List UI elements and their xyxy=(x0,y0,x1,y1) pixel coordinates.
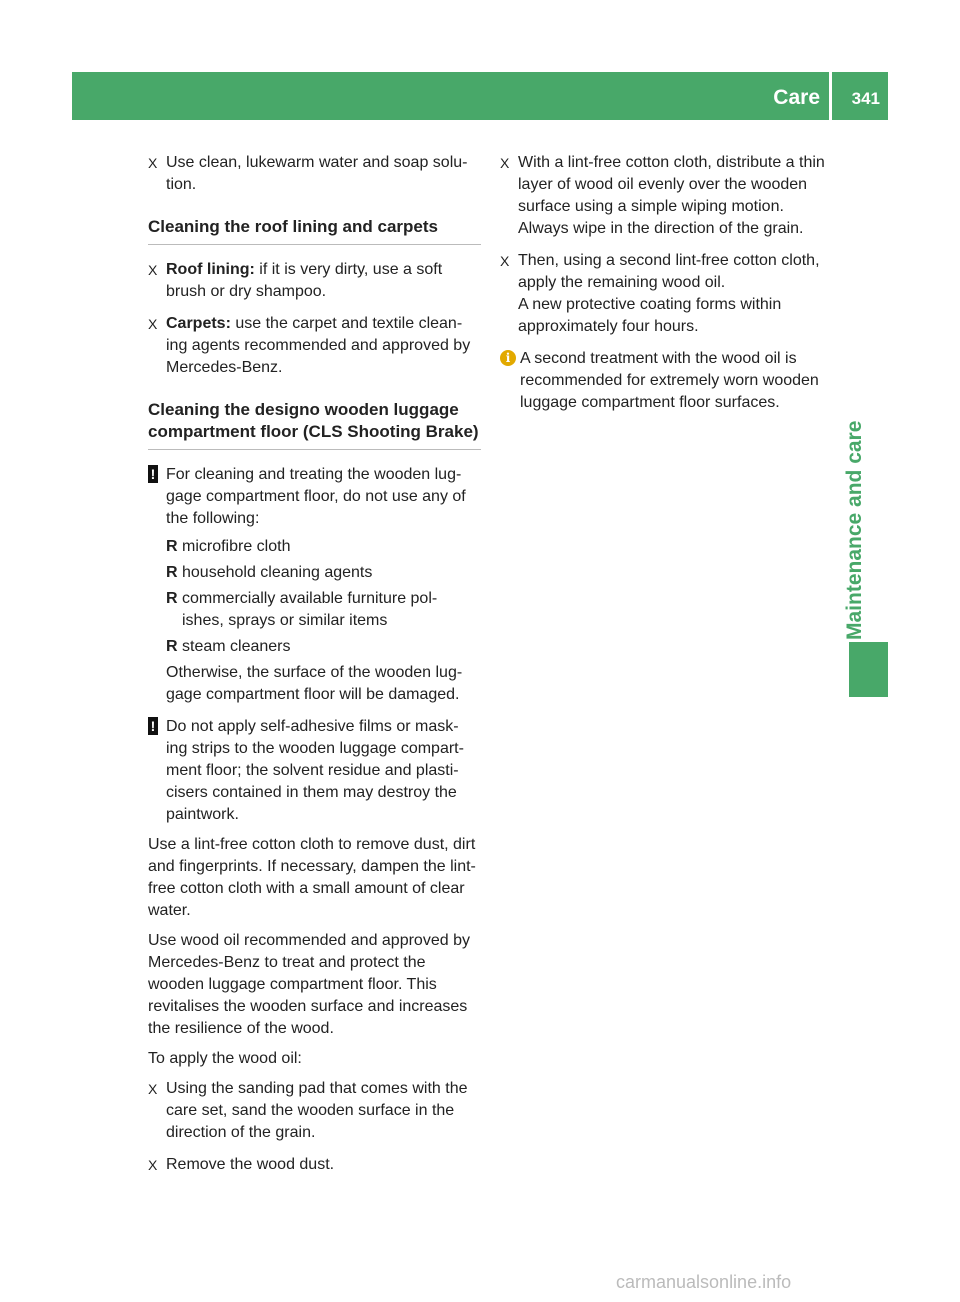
side-chapter-label: Maintenance and care xyxy=(843,420,866,640)
right-column xyxy=(500,152,836,420)
warning-note xyxy=(148,716,481,826)
arrow-right-icon: X xyxy=(148,1157,158,1173)
info-note xyxy=(500,348,836,414)
side-tab xyxy=(849,642,888,697)
arrow-right-icon: X xyxy=(500,253,510,269)
info-text: A second treatment with the wood oil is recommended for extremely worn wooden luggage compartment floor surfaces. xyxy=(520,350,819,411)
arrow-right-icon: X xyxy=(148,1081,158,1097)
page-number: 341 xyxy=(851,89,880,108)
list-item: R microfibre cloth xyxy=(166,536,481,558)
paragraph: Use wood oil recommended and approved by Mercedes-Benz to treat and protect the wooden luggage compartment floor. This revitalises the wooden surface and increases the resilience of the wood. xyxy=(148,932,470,1037)
step-text: A new protective coating forms within approximately four hours. xyxy=(518,296,782,335)
arrow-right-icon: X xyxy=(148,316,158,332)
paragraph: To apply the wood oil: xyxy=(148,1050,302,1067)
heading-designo: Cleaning the designo wooden luggage compartment floor (CLS Shooting Brake) xyxy=(148,399,481,450)
info-icon: i xyxy=(500,350,516,366)
step-sand xyxy=(148,1078,481,1144)
exclamation-icon: ! xyxy=(148,717,158,735)
step-text: Remove the wood dust. xyxy=(166,1156,335,1173)
roof-lining-text: if it is very dirty, use a soft brush or dry shampoo. xyxy=(166,261,443,300)
step-second-cloth xyxy=(500,250,836,338)
step-text: Then, using a second lint-free cotton cloth, apply the remaining wood oil. xyxy=(518,252,820,291)
step-carpets xyxy=(148,313,481,379)
carpets-label: Carpets: xyxy=(166,315,231,332)
paragraph: Use a lint-free cotton cloth to remove dust, dirt and fingerprints. If necessary, dampen the lint-free cotton cloth with a small amount of clear water. xyxy=(148,836,476,919)
arrow-right-icon: X xyxy=(148,262,158,278)
r-bullet-icon: R xyxy=(166,638,178,655)
list-item: R household cleaning agents xyxy=(166,562,481,584)
watermark: carmanualsonline.info xyxy=(616,1272,792,1292)
arrow-right-icon: X xyxy=(500,155,510,171)
left-column xyxy=(148,152,481,1186)
step-distribute-oil xyxy=(500,152,836,240)
roof-lining-label: Roof lining: xyxy=(166,261,255,278)
list-item: R commercially available furniture pol- ishes, sprays or similar items xyxy=(166,590,438,629)
warning-consequence: Otherwise, the surface of the wooden lug- gage compartment floor will be damaged. xyxy=(166,664,463,703)
step-text: With a lint-free cotton cloth, distribute a thin layer of wood oil evenly over the wooden surface using a simple wiping motion. Always wipe in the direction of the grain. xyxy=(518,154,825,237)
carpets-text: use the carpet and textile clean- ing agents recommended and approved by Mercedes-Benz. xyxy=(166,315,471,376)
warning-note xyxy=(148,464,481,706)
r-bullet-icon: R xyxy=(166,590,178,607)
heading-roof-lining: Cleaning the roof lining and carpets xyxy=(148,216,481,245)
list-item: R steam cleaners xyxy=(166,636,481,658)
step-roof-lining xyxy=(148,259,481,303)
section-title: Care xyxy=(773,86,820,109)
exclamation-icon: ! xyxy=(148,465,158,483)
step-text: Using the sanding pad that comes with the care set, sand the wooden surface in the direction of the grain. xyxy=(166,1080,468,1141)
warning-text: Do not apply self-adhesive films or mask- ing strips to the wooden luggage compart- ment floor; the solvent residue and plasti- cisers contained in them may destroy the paintwork. xyxy=(166,718,464,823)
step-text: Use clean, lukewarm water and soap solu- tion. xyxy=(166,154,468,193)
arrow-right-icon: X xyxy=(148,155,158,171)
step-remove-dust xyxy=(148,1154,481,1176)
step-soap xyxy=(148,152,481,196)
r-bullet-icon: R xyxy=(166,538,178,555)
header-divider xyxy=(829,72,832,120)
header-bar xyxy=(72,72,888,120)
r-bullet-icon: R xyxy=(166,564,178,581)
warning-text: For cleaning and treating the wooden lug- gage compartment floor, do not use any of the following: xyxy=(166,466,466,527)
